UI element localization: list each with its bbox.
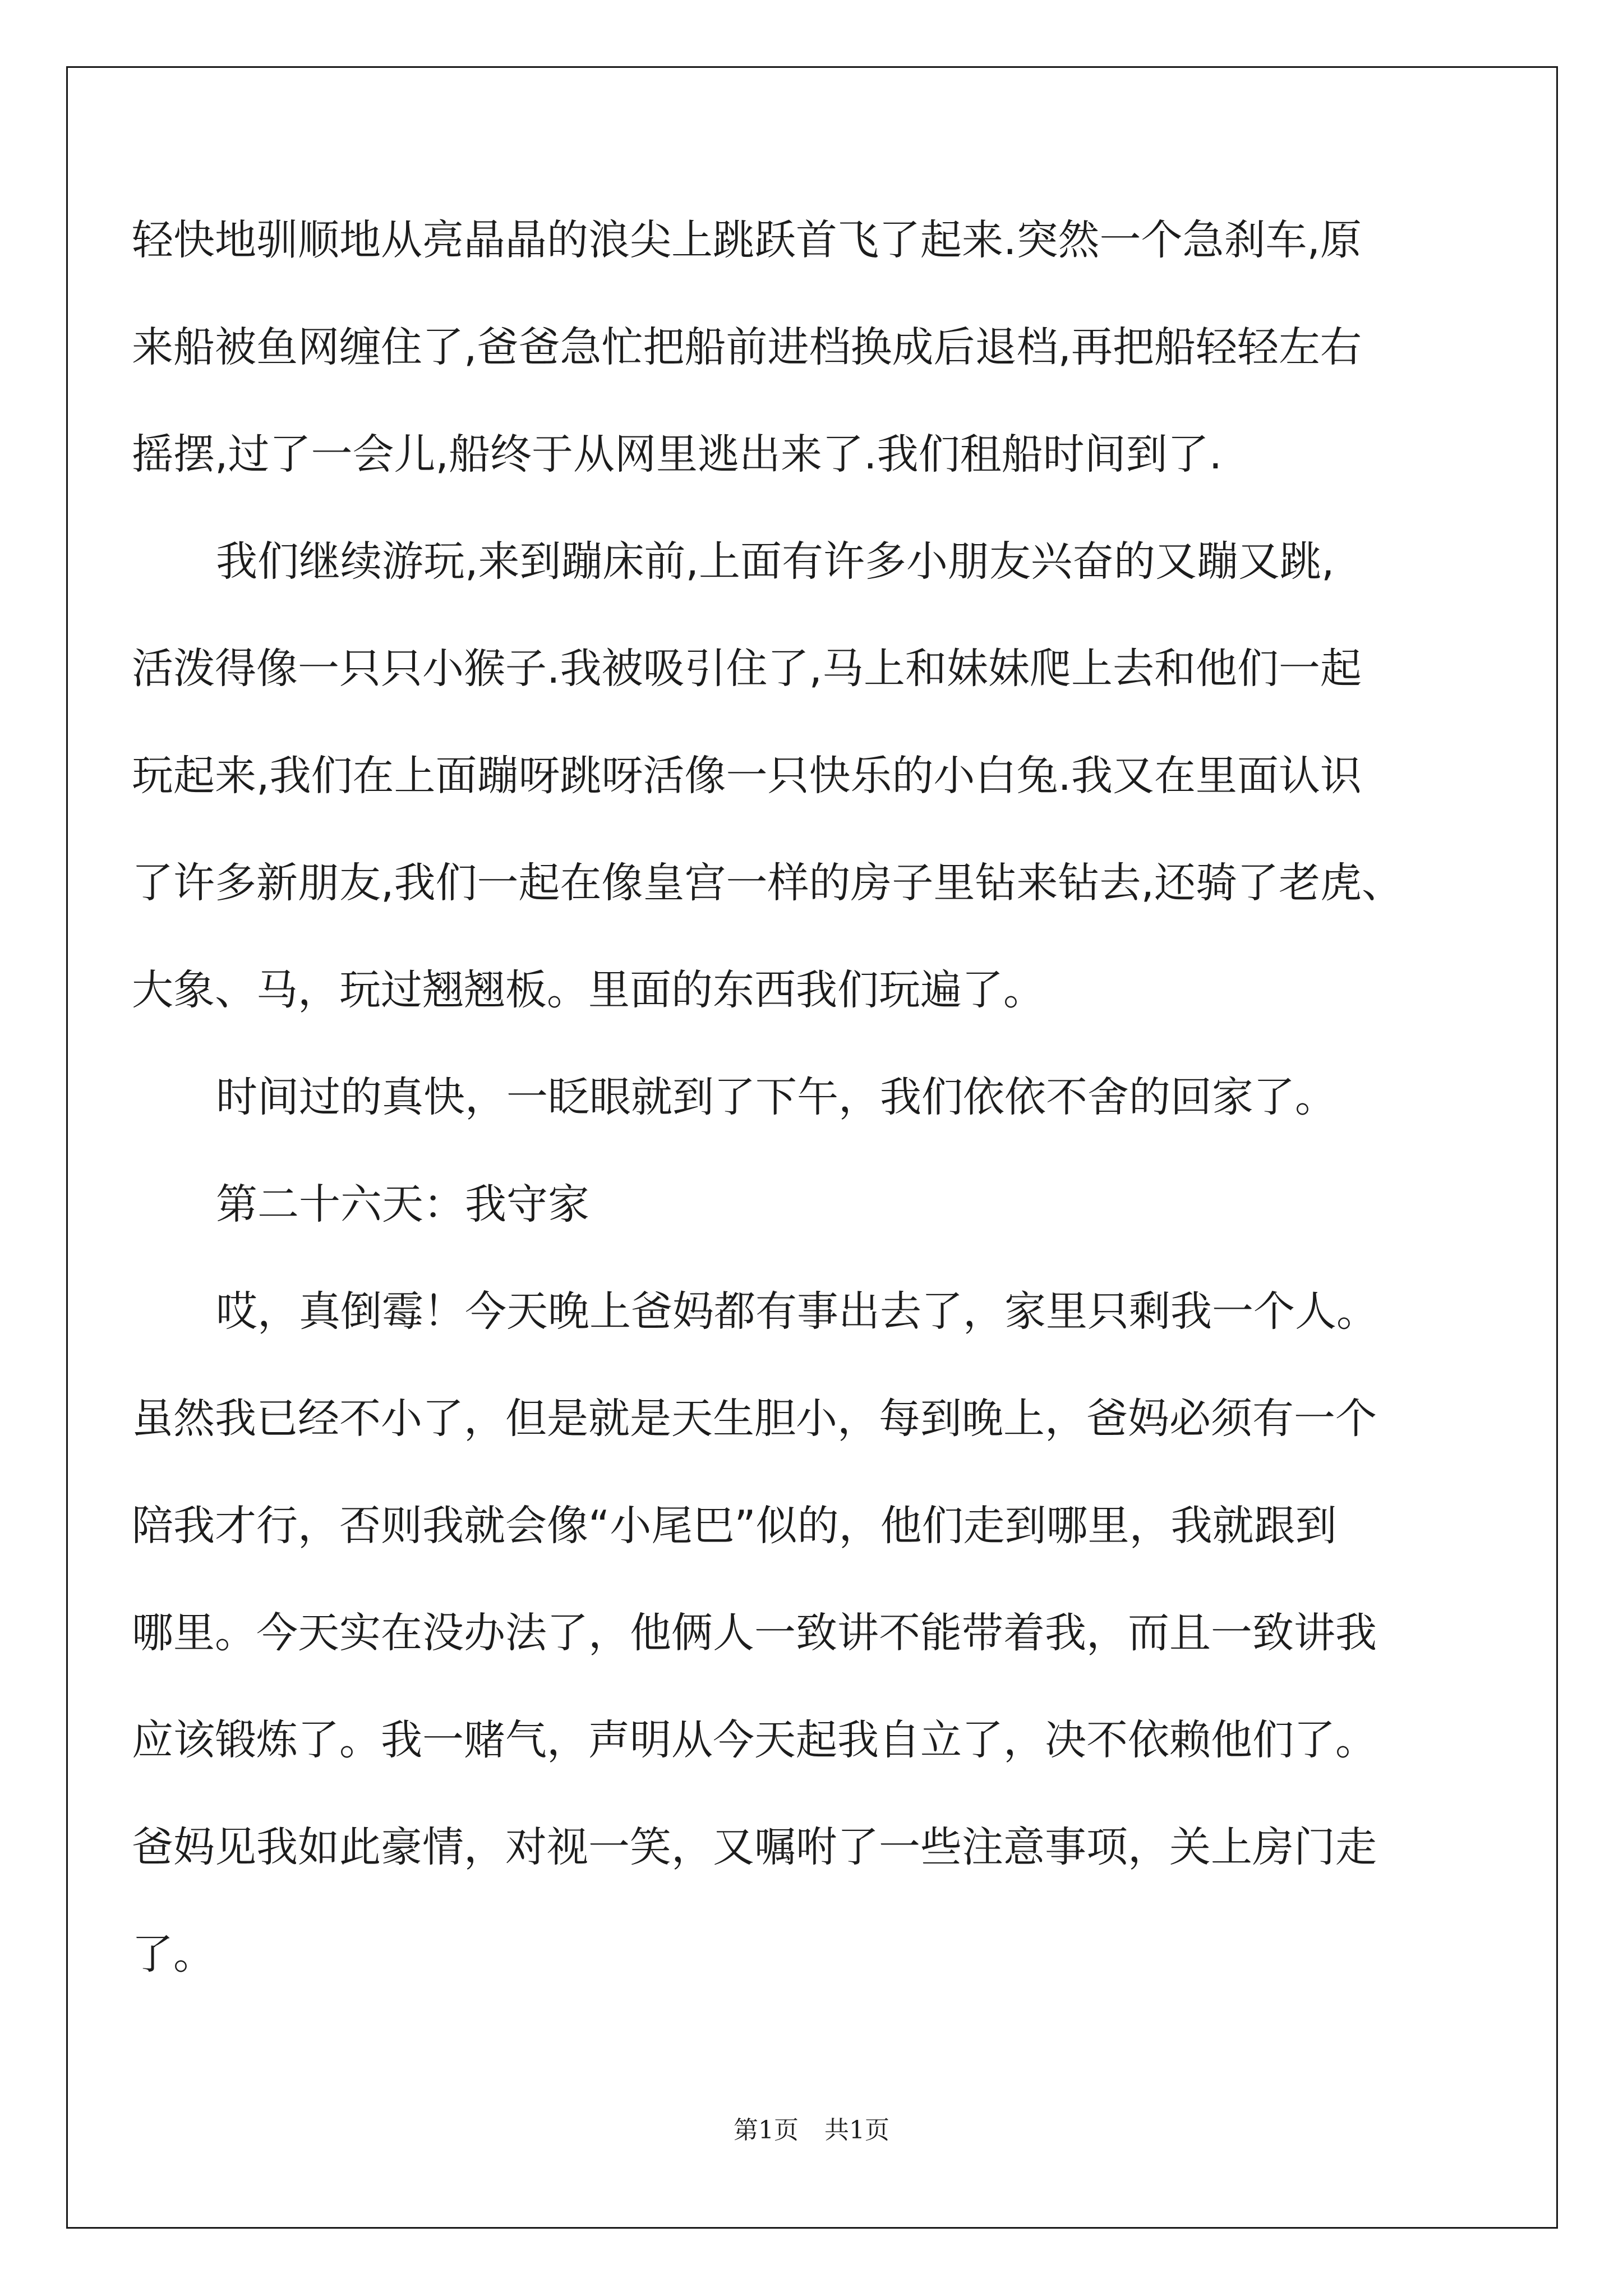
text-line: 轻快地驯顺地从亮晶晶的浪尖上跳跃首飞了起来.突然一个急刹车,原 bbox=[132, 216, 1362, 264]
text-line: 哪里。今天实在没办法了，他俩人一致讲不能带着我，而且一致讲我 bbox=[132, 1609, 1377, 1657]
page-footer bbox=[0, 2114, 1623, 2147]
text-line: 来船被鱼网缠住了,爸爸急忙把船前进档换成后退档,再把船轻轻左右 bbox=[132, 323, 1362, 371]
text-line: 玩起来,我们在上面蹦呀跳呀活像一只快乐的小白兔.我又在里面认识 bbox=[132, 752, 1362, 800]
text-line: 了。 bbox=[132, 1930, 215, 1978]
text-line: 活泼得像一只只小猴子.我被吸引住了,马上和妹妹爬上去和他们一起 bbox=[132, 645, 1362, 693]
paragraph-start-line: 我们继续游玩,来到蹦床前,上面有许多小朋友兴奋的又蹦又跳, bbox=[216, 537, 1335, 586]
text-line: 虽然我已经不小了，但是就是天生胆小，每到晚上，爸妈必须有一个 bbox=[132, 1395, 1377, 1443]
text-line: 了许多新朋友,我们一起在像皇宫一样的房子里钻来钻去,还骑了老虎、 bbox=[132, 859, 1404, 907]
page-total: 共1页 bbox=[824, 2116, 889, 2145]
page-border bbox=[66, 66, 1558, 2229]
section-heading: 第二十六天：我守家 bbox=[216, 1180, 589, 1228]
text-line: 大象、马，玩过翘翘板。里面的东西我们玩遍了。 bbox=[132, 966, 1045, 1014]
text-line: 应该锻炼了。我一赌气，声明从今天起我自立了，决不依赖他们了。 bbox=[132, 1716, 1377, 1764]
text-line: 陪我才行，否则我就会像“小尾巴”似的，他们走到哪里，我就跟到 bbox=[132, 1502, 1337, 1550]
text-line: 爸妈见我如此豪情，对视一笑，又嘱咐了一些注意事项，关上房门走 bbox=[132, 1823, 1377, 1871]
paragraph-start-line: 时间过的真快，一眨眼就到了下午，我们依依不舍的回家了。 bbox=[216, 1073, 1336, 1121]
page-number: 第1页 bbox=[734, 2116, 799, 2145]
text-line: 摇摆,过了一会儿,船终于从网里逃出来了.我们租船时间到了. bbox=[132, 430, 1223, 478]
paragraph-start-line: 哎，真倒霉！今天晚上爸妈都有事出去了，家里只剩我一个人。 bbox=[216, 1287, 1378, 1336]
